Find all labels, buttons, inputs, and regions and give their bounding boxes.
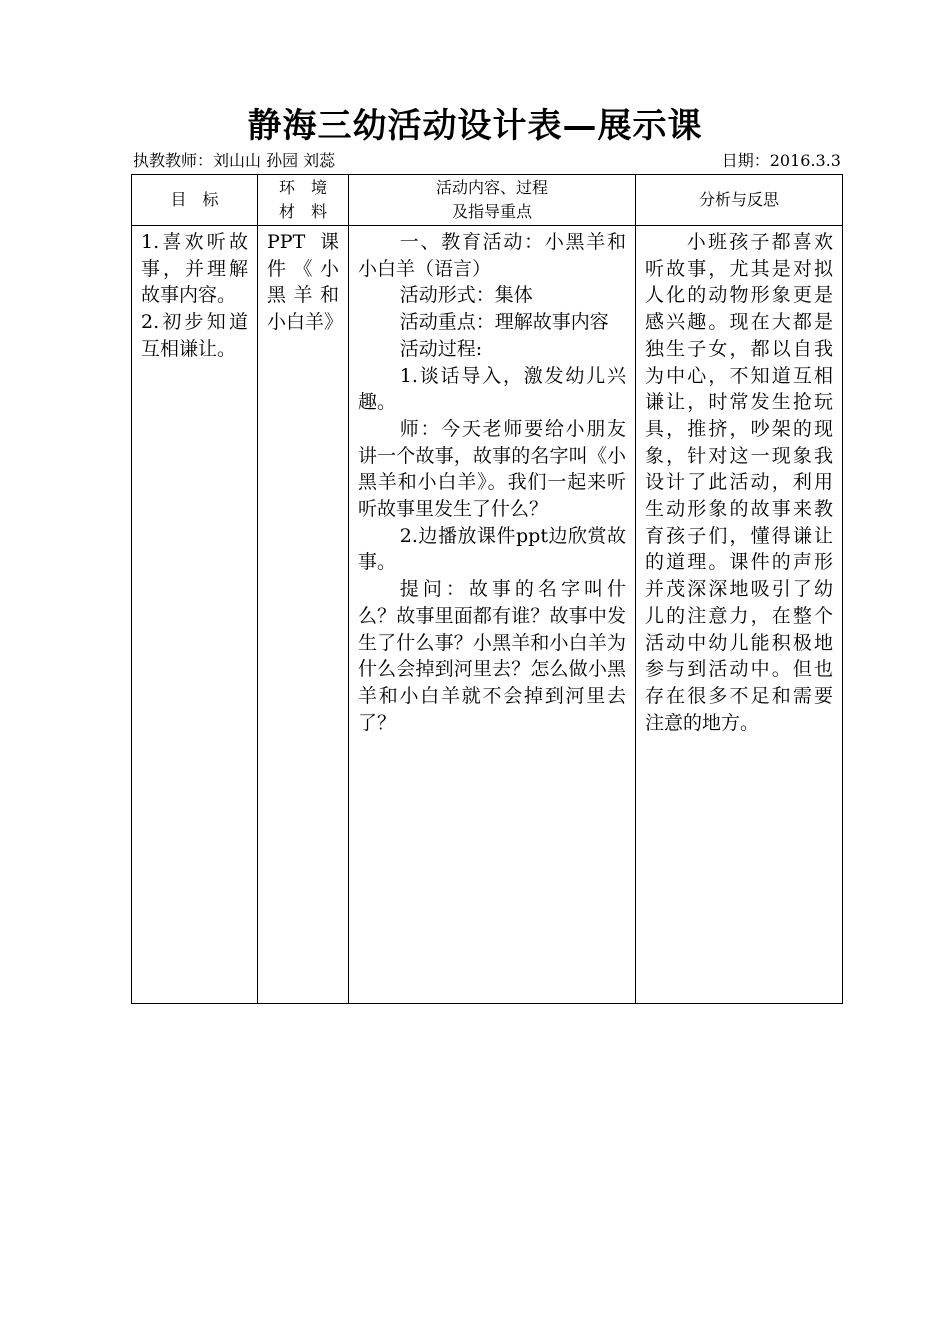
header-goal: 目 标 <box>132 175 258 226</box>
goal-item: 2.初步知道互相谦让。 <box>141 311 248 360</box>
header-env-line1: 环 境 <box>278 178 327 197</box>
content-paragraph: 活动重点：理解故事内容 <box>399 311 609 334</box>
header-content-line1: 活动内容、过程 <box>435 178 548 197</box>
analysis-cell <box>636 226 843 1004</box>
header-analysis: 分析与反思 <box>636 175 843 226</box>
goal-item: 1.喜欢听故事，并理解故事内容。 <box>141 231 248 307</box>
header-content <box>349 175 636 226</box>
content-paragraph: 活动形式：集体 <box>399 284 533 307</box>
table-header-row <box>132 175 843 226</box>
content-cell <box>349 226 636 1004</box>
page-title: 静海三幼活动设计表—展示课 <box>247 106 703 146</box>
materials-cell <box>258 226 349 1004</box>
activity-plan-table <box>131 174 843 1004</box>
materials-text: PPT课件《小黑羊和小白羊》 <box>267 231 344 334</box>
content-paragraph: 提问：故事的名字叫什么？故事里面都有谁？故事中发生了什么事？小黑羊和小白羊为什么会掉到河里去？怎么做小黑羊和小白羊就不会掉到河里去了？ <box>358 578 626 734</box>
content-paragraph: 师：今天老师要给小朋友讲一个故事，故事的名字叫《小黑羊和小白羊》。我们一起来听听故事里发生了什么？ <box>358 417 626 521</box>
header-env-line2: 材 料 <box>278 202 327 221</box>
header-content-line2: 及指导重点 <box>451 202 532 221</box>
teacher-info: 执教教师：刘山山 孙园 刘蕊 <box>133 151 336 170</box>
header-environment <box>258 175 349 226</box>
content-paragraph: 一、教育活动：小黑羊和小白羊（语言） <box>358 231 626 280</box>
table-body-row <box>132 226 843 1004</box>
analysis-text: 小班孩子都喜欢听故事，尤其是对拟人化的动物形象更是感兴趣。现在大都是独生子女，都以自我为中心，不知道互相谦让，时常发生抢玩具，推挤，吵架的现象，针对这一现象我设计了此活动，利用生动形象的故事来教育孩子们，懂得谦让的道理。课件的声形并茂深深地吸引了幼儿的注意力，在整个活动中幼儿能积极地参与到活动中。但也存在很多不足和需要注意的地方。 <box>645 231 833 734</box>
content-paragraph: 1.谈话导入，激发幼儿兴趣。 <box>358 364 626 414</box>
content-paragraph: 活动过程: <box>399 337 483 360</box>
goal-cell <box>132 226 258 1004</box>
content-paragraph: 2.边播放课件ppt边欣赏故事。 <box>358 524 626 574</box>
meta-line <box>133 150 841 172</box>
date-info: 日期：2016.3.3 <box>721 151 841 170</box>
